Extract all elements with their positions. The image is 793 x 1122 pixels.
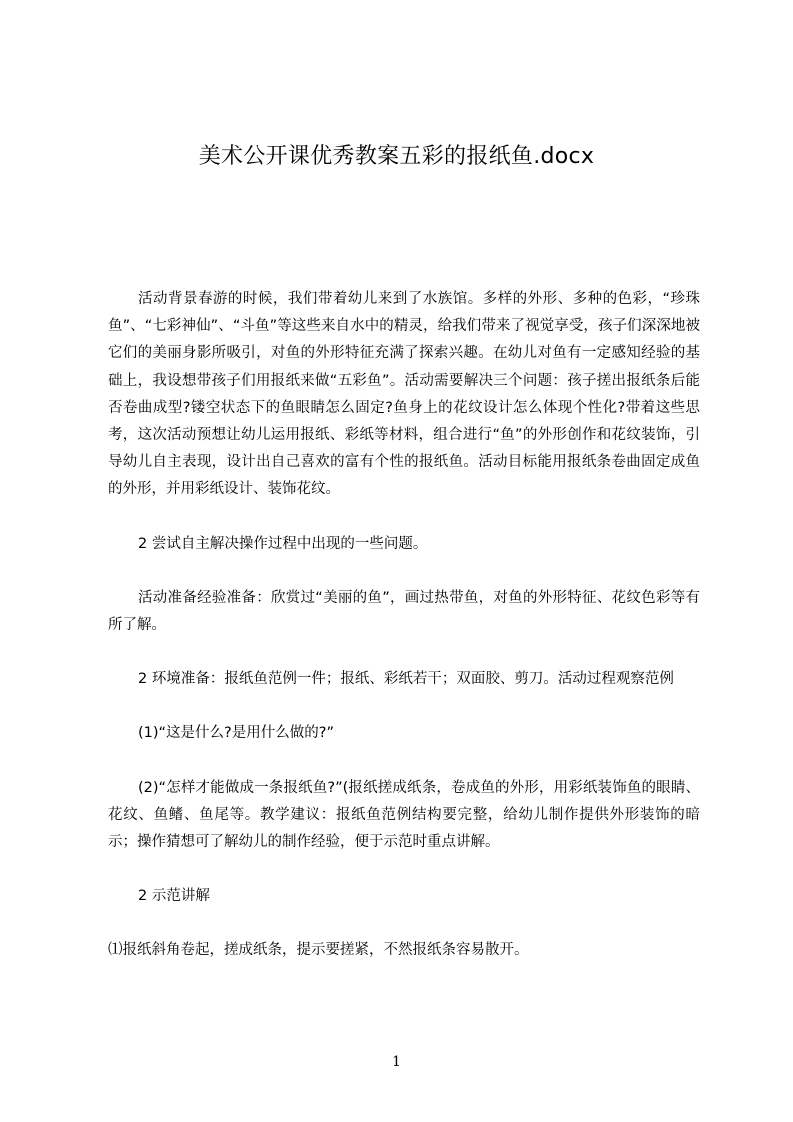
paragraph-question-1: (1)“这是什么?是用什么做的?”	[138, 725, 334, 742]
paragraph-preparation: 活动准备经验准备：欣赏过“美丽的鱼”，画过热带鱼，对鱼的外形特征、花纹色彩等有所了解。	[108, 589, 700, 634]
page-number: 1	[392, 1054, 401, 1070]
paragraph-step-1: ⑴报纸斜角卷起，搓成纸条，提示要搓紧，不然报纸条容易散开。	[108, 942, 529, 959]
document-title: 美术公开课优秀教案五彩的报纸鱼.docx	[198, 144, 595, 169]
paragraph-environment: 2 环境准备：报纸鱼范例一件；报纸、彩纸若干；双面胶、剪刀。活动过程观察范例	[138, 671, 674, 688]
paragraph-demonstration: 2 示范讲解	[138, 888, 210, 905]
document-body	[108, 286, 700, 965]
paragraph-background: 活动背景春游的时候，我们带着幼儿来到了水族馆。多样的外形、多种的色彩，“珍珠鱼”、“七彩神仙”、“斗鱼”等这些来自水中的精灵，给我们带来了视觉享受，孩子们深深地被它们的美丽身影所吸引，对鱼的外形特征充满了探索兴趣。在幼儿对鱼有一定感知经验的基础上，我设想带孩子们用报纸来做“五彩鱼”。活动需要解决三个问题：孩子搓出报纸条后能否卷曲成型?镂空状态下的鱼眼睛怎么固定?鱼身上的花纹设计怎么体现个性化?带着这些思考，这次活动预想让幼儿运用报纸、彩纸等材料，组合进行“鱼”的外形创作和花纹装饰，引导幼儿自主表现，设计出自己喜欢的富有个性的报纸鱼。活动目标能用报纸条卷曲固定成鱼的外形，并用彩纸设计、装饰花纹。	[108, 291, 700, 498]
paragraph-goal-2: 2 尝试自主解决操作过程中出现的一些问题。	[138, 535, 428, 552]
paragraph-question-2: (2)“怎样才能做成一条报纸鱼?”(报纸搓成纸条，卷成鱼的外形，用彩纸装饰鱼的眼睛、花纹、鱼鳍、鱼尾等。教学建议：报纸鱼范例结构要完整，给幼儿制作提供外形装饰的暗示；操作猜想可了解幼儿的制作经验，便于示范时重点讲解。	[108, 779, 700, 851]
